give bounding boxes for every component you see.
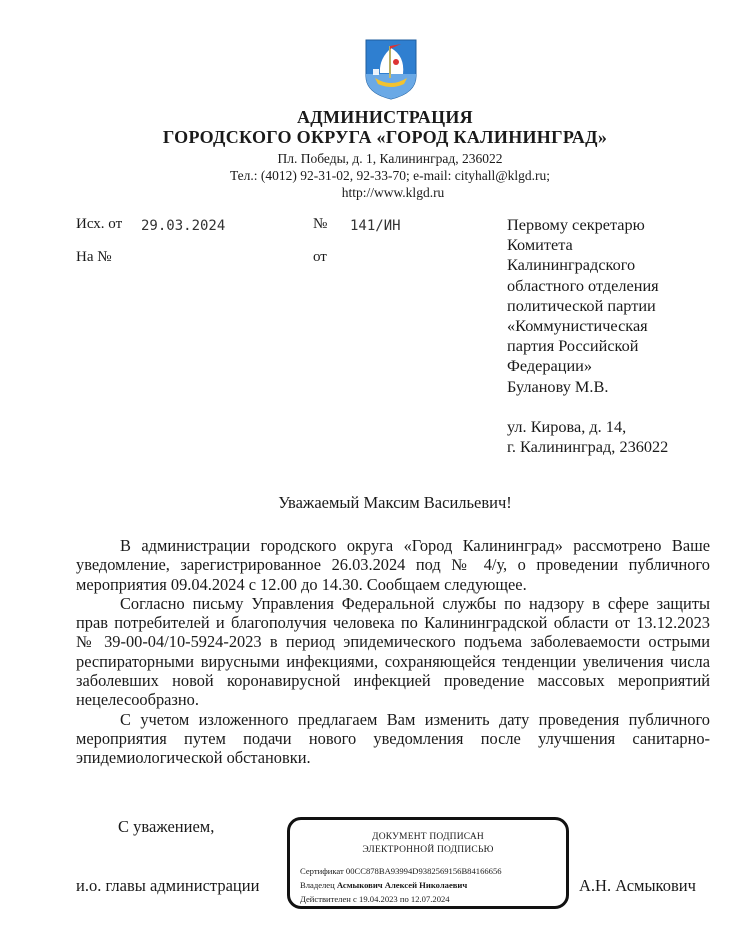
body-paragraph: В администрации городского округа «Город Калининград» рассмотрено Ваше уведомление, зарегистрированное 26.03.2024 под № 4/у, о проведении публичного мероприятия 09.04.2024 с 12.00 до 14.30. Сообщаем следующее.	[76, 536, 710, 594]
electronic-signature-stamp	[287, 817, 569, 909]
body-paragraph: Согласно письму Управления Федеральной службы по надзору в сфере защиты прав потребителей и благополучия человека по Калининградской области от 13.12.2023 № 39-00-04/10-5924-2023 в период эпидемического подъема заболеваемости острыми респираторными вирусными инфекциями, сохраняющейся тенденции увеличения числа заболевших новой коронавирусной инфекцией проведение массовых мероприятий нецелесообразно.	[76, 593, 710, 710]
recipient-line: политической партии	[507, 295, 656, 315]
stamp-title	[290, 831, 566, 857]
recipient-line: областного отделения	[507, 275, 659, 295]
org-title-line2: ГОРОДСКОГО ОКРУГА «ГОРОД КАЛИНИНГРАД»	[162, 127, 608, 147]
org-contacts: Тел.: (4012) 92-31-02, 92-33-70; e-mail: cityhall@klgd.ru;	[229, 168, 551, 183]
recipient-line: Федерации»	[507, 356, 593, 376]
stamp-valid-to-label: по	[399, 894, 409, 904]
org-address: Пл. Победы, д. 1, Калининград, 236022	[277, 151, 503, 166]
org-website: http://www.klgd.ru	[341, 185, 445, 200]
stamp-valid-from: 19.04.2023	[359, 894, 398, 904]
number-value: 141/ИН	[350, 218, 401, 234]
stamp-valid-to: 12.07.2024	[410, 894, 450, 904]
stamp-validity	[300, 894, 450, 904]
stamp-title-line1: ДОКУМЕНТ ПОДПИСАН	[372, 832, 484, 842]
stamp-certificate	[300, 866, 502, 876]
stamp-owner	[300, 880, 467, 890]
stamp-title-line2: ЭЛЕКТРОННОЙ ПОДПИСЬЮ	[362, 845, 494, 855]
letter-body	[76, 536, 710, 768]
incoming-label: На №	[76, 249, 112, 265]
outgoing-label: Исх. от	[76, 216, 123, 232]
stamp-valid-from-label: с	[353, 894, 357, 904]
recipient-line: «Коммунистическая	[507, 316, 648, 336]
greeting: Уважаемый Максим Васильевич!	[278, 493, 512, 512]
closing: С уважением,	[118, 817, 215, 836]
outgoing-date: 29.03.2024	[141, 218, 226, 234]
recipient-name: Буланову М.В.	[507, 376, 609, 396]
body-paragraph: С учетом изложенного предлагаем Вам изменить дату проведения публичного мероприятия путем подачи нового уведомления после улучшения санитарно-эпидемиологической обстановки.	[76, 709, 710, 768]
number-label: №	[313, 216, 328, 232]
recipient-line: Калининградского	[507, 255, 636, 275]
stamp-certificate-value: 00CC878BA93994D9382569156B84166656	[345, 866, 502, 876]
incoming-from-label: от	[313, 249, 327, 265]
org-title-line1: АДМИНИСТРАЦИЯ	[297, 107, 473, 127]
stamp-owner-label: Владелец	[300, 880, 335, 890]
stamp-valid-label: Действителен	[300, 894, 351, 904]
signer-name: А.Н. Асмыкович	[579, 876, 696, 895]
recipient-address-line: г. Калининград, 236022	[507, 437, 669, 457]
recipient-line: Первому секретарю	[507, 215, 645, 234]
kaliningrad-coat-of-arms-icon	[363, 38, 419, 100]
recipient-line: партия Российской	[507, 336, 639, 356]
recipient-block	[507, 215, 727, 457]
recipient-line: Комитета	[507, 235, 573, 255]
stamp-certificate-label: Сертификат	[300, 866, 344, 876]
stamp-owner-value: Асмыкович Алексей Николаевич	[336, 880, 468, 890]
signer-position: и.о. главы администрации	[76, 876, 260, 895]
recipient-address-line: ул. Кирова, д. 14,	[507, 416, 627, 436]
